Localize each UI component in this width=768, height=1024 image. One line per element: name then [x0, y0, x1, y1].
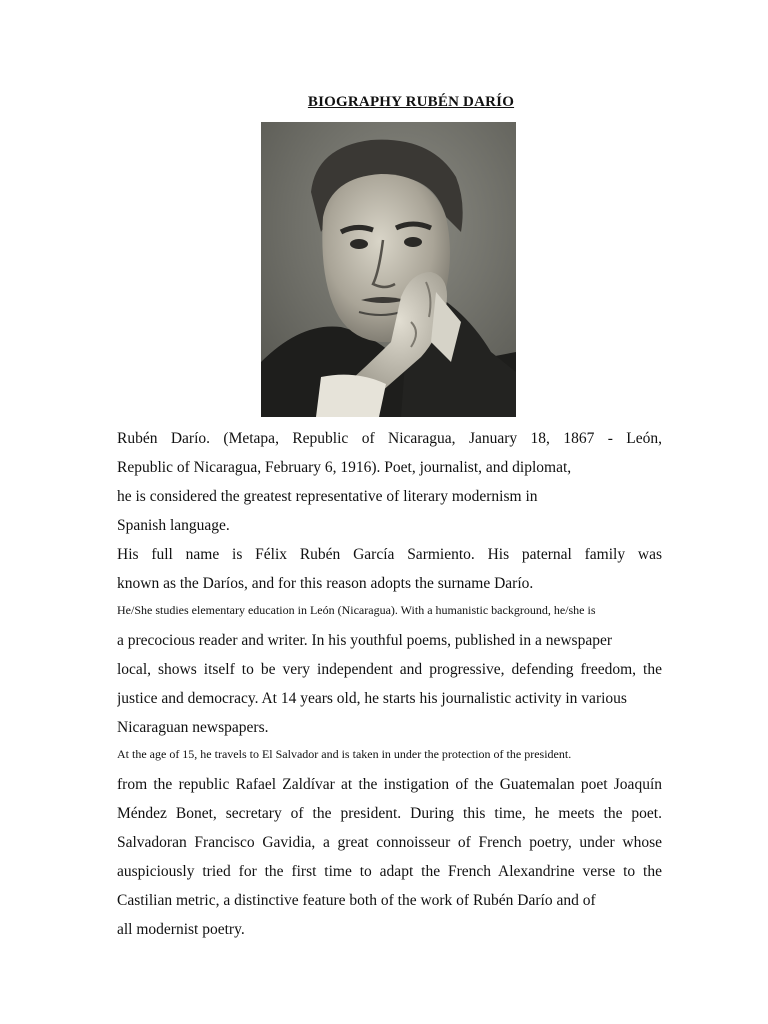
body-line-7: He/She studies elementary education in León (Nicaragua). With a humanistic background, he/she is: [117, 603, 596, 617]
document-title: BIOGRAPHY RUBÉN DARÍO: [307, 94, 515, 110]
body-line-2: Republic of Nicaragua, February 6, 1916). Poet, journalist, and diplomat,: [117, 459, 572, 476]
portrait-photo: [261, 122, 516, 417]
body-line-6: known as the Daríos, and for this reason adopts the surname Darío.: [117, 575, 534, 592]
body-line-1: Rubén Darío. (Metapa, Republic of Nicaragua, January 18, 1867 - León,: [117, 430, 662, 447]
body-line-13: from the republic Rafael Zaldívar at the instigation of the Guatemalan poet Joaquín: [117, 776, 662, 793]
body-line-18: all modernist poetry.: [117, 921, 245, 938]
body-line-3: he is considered the greatest representative of literary modernism in: [117, 488, 538, 505]
body-line-11: Nicaraguan newspapers.: [117, 719, 269, 736]
body-line-4: Spanish language.: [117, 517, 230, 534]
body-line-5: His full name is Félix Rubén García Sarmiento. His paternal family was: [117, 546, 662, 563]
body-line-14: Méndez Bonet, secretary of the president. During this time, he meets the poet.: [117, 805, 662, 822]
body-line-8: a precocious reader and writer. In his youthful poems, published in a newspaper: [117, 632, 612, 649]
body-line-17: Castilian metric, a distinctive feature both of the work of Rubén Darío and of: [117, 892, 596, 909]
body-line-16: auspiciously tried for the first time to adapt the French Alexandrine verse to the: [117, 863, 662, 880]
body-line-15: Salvadoran Francisco Gavidia, a great connoisseur of French poetry, under whose: [117, 834, 662, 851]
body-line-9: local, shows itself to be very independent and progressive, defending freedom, the: [117, 661, 662, 678]
body-line-10: justice and democracy. At 14 years old, he starts his journalistic activity in various: [117, 690, 627, 707]
body-line-12: At the age of 15, he travels to El Salvador and is taken in under the protection of the president.: [117, 747, 572, 761]
